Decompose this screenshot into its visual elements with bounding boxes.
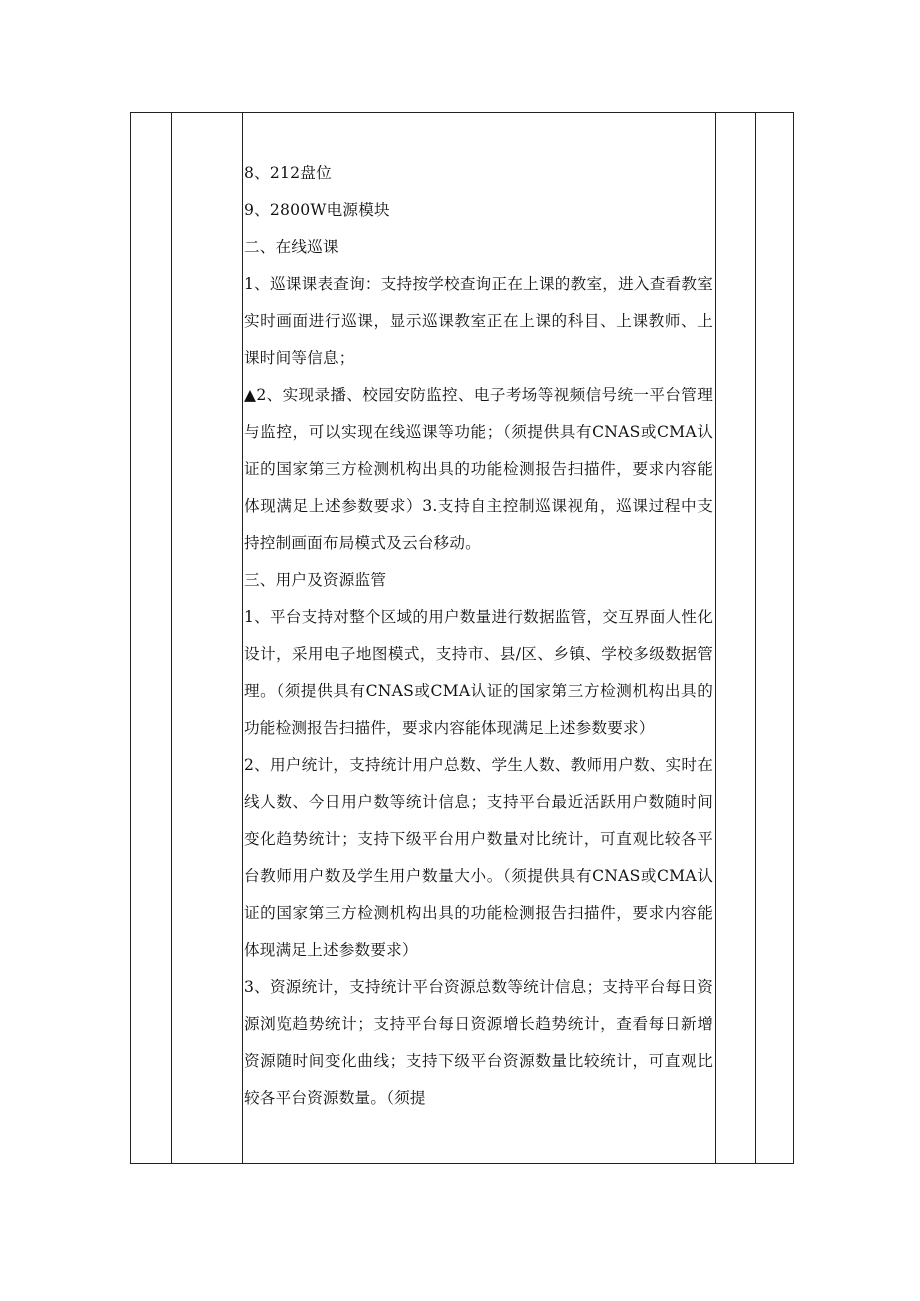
- section-heading-online-patrol: 二、在线巡课: [244, 238, 339, 256]
- spec-text: [243, 113, 715, 1117]
- paragraph-resource-statistics: 3、资源统计，支持统计平台资源总数等统计信息；支持平台每日资源浏览趋势统计；支持平台每日资源增长趋势统计，查看每日新增资源随时间变化曲线；支持下级平台资源数量比较统计，可直观比较各平台资源数量。（须提: [244, 978, 713, 1107]
- quantity-cell: [716, 113, 756, 1164]
- section-heading-user-resource: 三、用户及资源监管: [244, 571, 387, 589]
- table-row: [131, 113, 794, 1164]
- item-name-cell: [172, 113, 243, 1164]
- paragraph-power-module: 9、2800W电源模块: [244, 201, 390, 219]
- spec-content-cell: [243, 113, 716, 1164]
- paragraph-video-platform: ▲2、实现录播、校园安防监控、电子考场等视频信号统一平台管理与监控，可以实现在线巡课等功能；（须提供具有CNAS或CMA认证的国家第三方检测机构出具的功能检测报告扫描件，要求内容能体现满足上述参数要求）3.支持自主控制巡课视角，巡课过程中支持控制画面布局模式及云台移动。: [244, 386, 713, 552]
- paragraph-user-statistics: 2、用户统计，支持统计用户总数、学生人数、教师用户数、实时在线人数、今日用户数等统计信息；支持平台最近活跃用户数随时间变化趋势统计；支持下级平台用户数量对比统计，可直观比较各平台教师用户数及学生用户数量大小。（须提供具有CNAS或CMA认证的国家第三方检测机构出具的功能检测报告扫描件，要求内容能体现满足上述参数要求）: [244, 756, 713, 959]
- paragraph-disk-slots: 8、212盘位: [244, 164, 332, 182]
- unit-cell: [756, 113, 794, 1164]
- paragraph-patrol-schedule: 1、巡课课表查询：支持按学校查询正在上课的教室，进入查看教室实时画面进行巡课，显示巡课教室正在上课的科目、上课教师、上课时间等信息；: [244, 275, 713, 367]
- spec-table: [130, 112, 794, 1164]
- index-cell: [131, 113, 172, 1164]
- paragraph-user-supervision: 1、平台支持对整个区域的用户数量进行数据监管，交互界面人性化设计，采用电子地图模式，支持市、县/区、乡镇、学校多级数据管理。（须提供具有CNAS或CMA认证的国家第三方检测机构出具的功能检测报告扫描件，要求内容能体现满足上述参数要求）: [244, 608, 713, 737]
